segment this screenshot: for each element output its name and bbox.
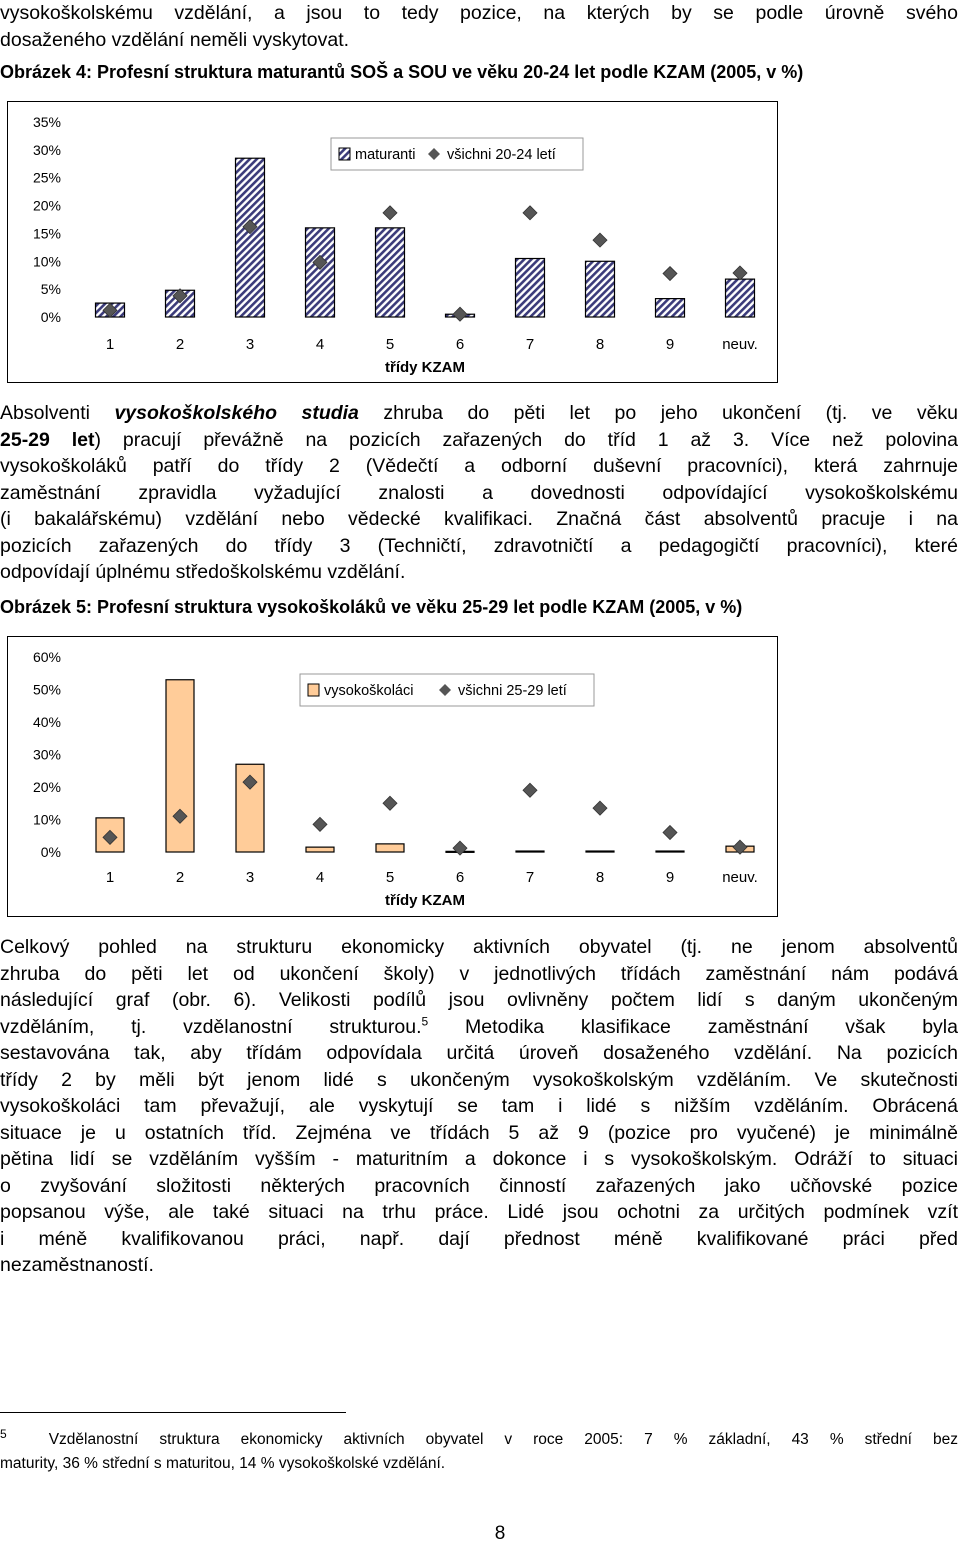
text-segment: o zvyšování složitosti některých pracovních činností zařazených jako učňovské pozice <box>0 1174 958 1197</box>
footnote-text-1: Vzdělanostní struktura ekonomicky aktivních obyvatel v roce 2005: 7 % základní, 43 % střední bez <box>48 1431 958 1448</box>
x-tick-label: 3 <box>245 336 255 353</box>
bar-maturanti-3 <box>236 158 265 317</box>
text-segment: 25-29 let <box>0 428 95 451</box>
x-tick-label: 9 <box>665 336 675 353</box>
x-tick-label: 7 <box>525 869 535 886</box>
text-line <box>0 1226 958 1253</box>
text-segment: (i bakalářskému) vzdělání nebo vědecké kvalifikaci. Značná část absolventů pracuje i na <box>0 508 958 530</box>
legend-label-marker: všichni 20-24 letí <box>447 147 556 163</box>
bar-vysokoškoláci-8 <box>586 851 614 852</box>
intro-paragraph <box>0 0 958 53</box>
text-line <box>0 533 958 560</box>
footnote-line <box>0 1428 958 1452</box>
y-tick-label: 25% <box>32 169 61 186</box>
text-segment: nezaměstnaností. <box>0 1254 154 1276</box>
text-segment: vzděláním, tj. vzdělanostní strukturou. <box>0 1015 422 1038</box>
footnote-line: maturity, 36 % střední s maturitou, 14 % vysokoškolské vzdělání. <box>0 1455 446 1472</box>
text-line <box>0 1199 958 1226</box>
text-segment: Absolventi <box>0 402 115 424</box>
text-line: dosaženého vzdělání neměli vyskytovat. <box>0 28 350 51</box>
legend-label-marker: všichni 25-29 letí <box>458 683 567 699</box>
x-tick-label: neuv. <box>722 869 758 886</box>
marker-všichni 25-29 letí-5 <box>383 796 397 810</box>
bar-maturanti-7 <box>516 259 545 318</box>
x-tick-label: 8 <box>595 869 605 886</box>
figure-4-chart <box>8 102 777 382</box>
bar-vysokoškoláci-5 <box>376 844 404 852</box>
x-tick-label: 4 <box>315 869 325 886</box>
text-segment: vysokoškolského studia <box>114 402 359 424</box>
marker-všichni 20-24 letí-5 <box>383 206 397 220</box>
page-number: 8 <box>494 1523 506 1544</box>
marker-všichni 20-24 letí-8 <box>593 233 607 247</box>
x-tick-label: 6 <box>455 336 465 353</box>
bar-maturanti-5 <box>376 228 405 317</box>
marker-všichni 20-24 letí-6 <box>453 307 467 321</box>
text-line <box>0 1067 958 1094</box>
y-tick-label: 40% <box>32 714 61 730</box>
y-tick-label: 20% <box>32 197 61 214</box>
legend-swatch-bar <box>339 148 350 160</box>
text-segment: popsanou výše, ale také situaci na trhu práce. Lidé jsou ochotni za určitých podmínek vzít <box>0 1201 958 1223</box>
x-tick-label: 9 <box>665 869 675 886</box>
y-tick-label: 0% <box>40 309 61 325</box>
x-tick-label: 4 <box>315 336 325 353</box>
y-tick-label: 50% <box>32 681 61 698</box>
legend-swatch-bar <box>308 684 319 696</box>
figure-4-caption: Obrázek 4: Profesní struktura maturantů SOŠ a SOU ve věku 20-24 let podle KZAM (2005, v %) <box>0 62 804 82</box>
x-tick-label: neuv. <box>722 336 758 353</box>
x-tick-label: 2 <box>175 869 185 886</box>
text-segment: pozicích zařazených do třídy 3 (Techničtí, zdravotničtí a pedagogičtí pracovníci), které <box>0 534 958 557</box>
marker-všichni 25-29 letí-9 <box>663 826 677 840</box>
text-line <box>0 1146 958 1173</box>
marker-všichni 20-24 letí-7 <box>523 206 537 220</box>
text-segment: i méně kvalifikovanou práci, např. dají přednost méně kvalifikované práci před <box>0 1227 958 1250</box>
text-line <box>0 427 958 454</box>
bar-vysokoškoláci-2 <box>166 680 194 852</box>
text-segment: zhruba do pěti let po jeho ukončení (tj. ve věku <box>358 402 959 424</box>
bar-vysokoškoláci-9 <box>656 851 684 852</box>
text-segment: pětina lidí se vzděláním vyšším - maturitním a dokonce i s vysokoškolským. Odráží to situaci <box>0 1148 958 1170</box>
text-line <box>0 934 958 961</box>
bar-maturanti-9 <box>656 299 685 317</box>
y-tick-label: 30% <box>32 141 61 158</box>
paragraph-overview <box>0 934 958 1279</box>
marker-všichni 20-24 letí-neuv. <box>733 266 747 280</box>
x-tick-label: 7 <box>525 336 535 353</box>
y-tick-label: 60% <box>32 649 61 665</box>
y-tick-label: 5% <box>40 281 61 298</box>
marker-všichni 25-29 letí-8 <box>593 801 607 815</box>
x-tick-label: 1 <box>105 336 115 353</box>
footnote <box>0 1428 958 1476</box>
y-tick-label: 10% <box>32 253 61 270</box>
text-line <box>0 961 958 988</box>
bar-maturanti-4 <box>306 228 335 317</box>
footnote-mark: 5 <box>0 1426 7 1441</box>
x-tick-label: 6 <box>455 869 465 886</box>
figure-4-chart-frame <box>7 101 778 383</box>
text-line <box>0 453 958 480</box>
text-line <box>0 506 958 533</box>
text-segment: ) pracují převážně na pozicích zařazených do tříd 1 až 3. Více než polovina <box>94 428 958 451</box>
x-tick-label: 1 <box>105 869 115 886</box>
y-tick-label: 35% <box>32 114 61 130</box>
figure-5-chart-frame <box>7 636 778 917</box>
text-line <box>0 480 958 507</box>
text-line <box>0 987 958 1014</box>
y-tick-label: 20% <box>32 779 61 795</box>
text-line <box>0 1173 958 1200</box>
x-tick-label: 5 <box>385 869 395 886</box>
paragraph-graduates <box>0 400 958 586</box>
text-segment: sestavována tak, aby třídám odpovídala určitá úroveň dosaženého vzdělání. Na pozicích <box>0 1042 958 1064</box>
text-segment: vysokoškoláků patří do třídy 2 (Vědečtí a odborní duševní pracovníci), která zahrnuje <box>0 455 958 477</box>
bar-maturanti-neuv. <box>726 279 755 317</box>
bar-maturanti-8 <box>586 261 615 317</box>
bar-vysokoškoláci-7 <box>516 851 544 852</box>
marker-všichni 25-29 letí-7 <box>523 783 537 797</box>
text-segment: Celkový pohled na strukturu ekonomicky aktivních obyvatel (tj. ne jenom absolventů <box>0 936 958 958</box>
y-tick-label: 30% <box>32 746 61 763</box>
text-line: vysokoškolskému vzdělání, a jsou to tedy pozice, na kterých by se podle úrovně svého <box>0 2 958 24</box>
x-tick-label: 2 <box>175 336 185 353</box>
text-segment: Metodika klasifikace zaměstnání však byla <box>428 1015 958 1038</box>
text-line <box>0 1014 958 1041</box>
x-tick-label: 3 <box>245 869 255 886</box>
figure-5-chart <box>8 637 777 916</box>
footnote-reference: 5 <box>421 1014 429 1028</box>
text-line <box>0 1093 958 1120</box>
x-tick-label: 8 <box>595 336 605 353</box>
text-segment: třídy 2 by měli být jenom lidé s ukončeným vysokoškolským vzděláním. Ve skutečnosti <box>0 1068 958 1091</box>
y-tick-label: 10% <box>32 811 61 828</box>
x-tick-label: 5 <box>385 336 395 353</box>
text-line <box>0 1120 958 1147</box>
bar-vysokoškoláci-4 <box>306 847 334 852</box>
marker-všichni 20-24 letí-9 <box>663 267 677 281</box>
text-segment: situace je u ostatních tříd. Zejména ve třídách 5 až 9 (pozice pro vyučené) je minimálně <box>0 1121 958 1144</box>
x-axis-title: třídy KZAM <box>385 892 465 909</box>
text-line <box>0 1040 958 1067</box>
footnote-rule <box>0 1412 346 1413</box>
text-line <box>0 400 958 427</box>
x-axis-title: třídy KZAM <box>385 359 465 376</box>
y-tick-label: 15% <box>32 225 61 242</box>
marker-všichni 25-29 letí-4 <box>313 817 327 831</box>
marker-všichni 25-29 letí-6 <box>453 841 467 855</box>
legend-label-bar: vysokoškoláci <box>324 683 414 699</box>
text-line <box>0 559 958 586</box>
figure-5-caption: Obrázek 5: Profesní struktura vysokoškoláků ve věku 25-29 let podle KZAM (2005, v %) <box>0 597 743 617</box>
text-segment: následující graf (obr. 6). Velikosti podílů jsou ovlivněny počtem lidí s daným ukončeným <box>0 989 958 1011</box>
text-segment: odpovídají úplnému středoškolskému vzdělání. <box>0 561 406 583</box>
text-segment: vysokoškoláci tam převažují, ale vyskytují se tam i lidé s nižším vzděláním. Obrácená <box>0 1095 958 1117</box>
text-line <box>0 1252 958 1279</box>
legend-label-bar: maturanti <box>355 147 416 163</box>
text-segment: zhruba do pěti let od ukončení školy) v jednotlivých třídách zaměstnání nám podává <box>0 962 958 985</box>
y-tick-label: 0% <box>40 844 61 860</box>
text-segment: zaměstnání zpravidla vyžadující znalosti a dovednosti odpovídající vysokoškolskému <box>0 481 958 504</box>
